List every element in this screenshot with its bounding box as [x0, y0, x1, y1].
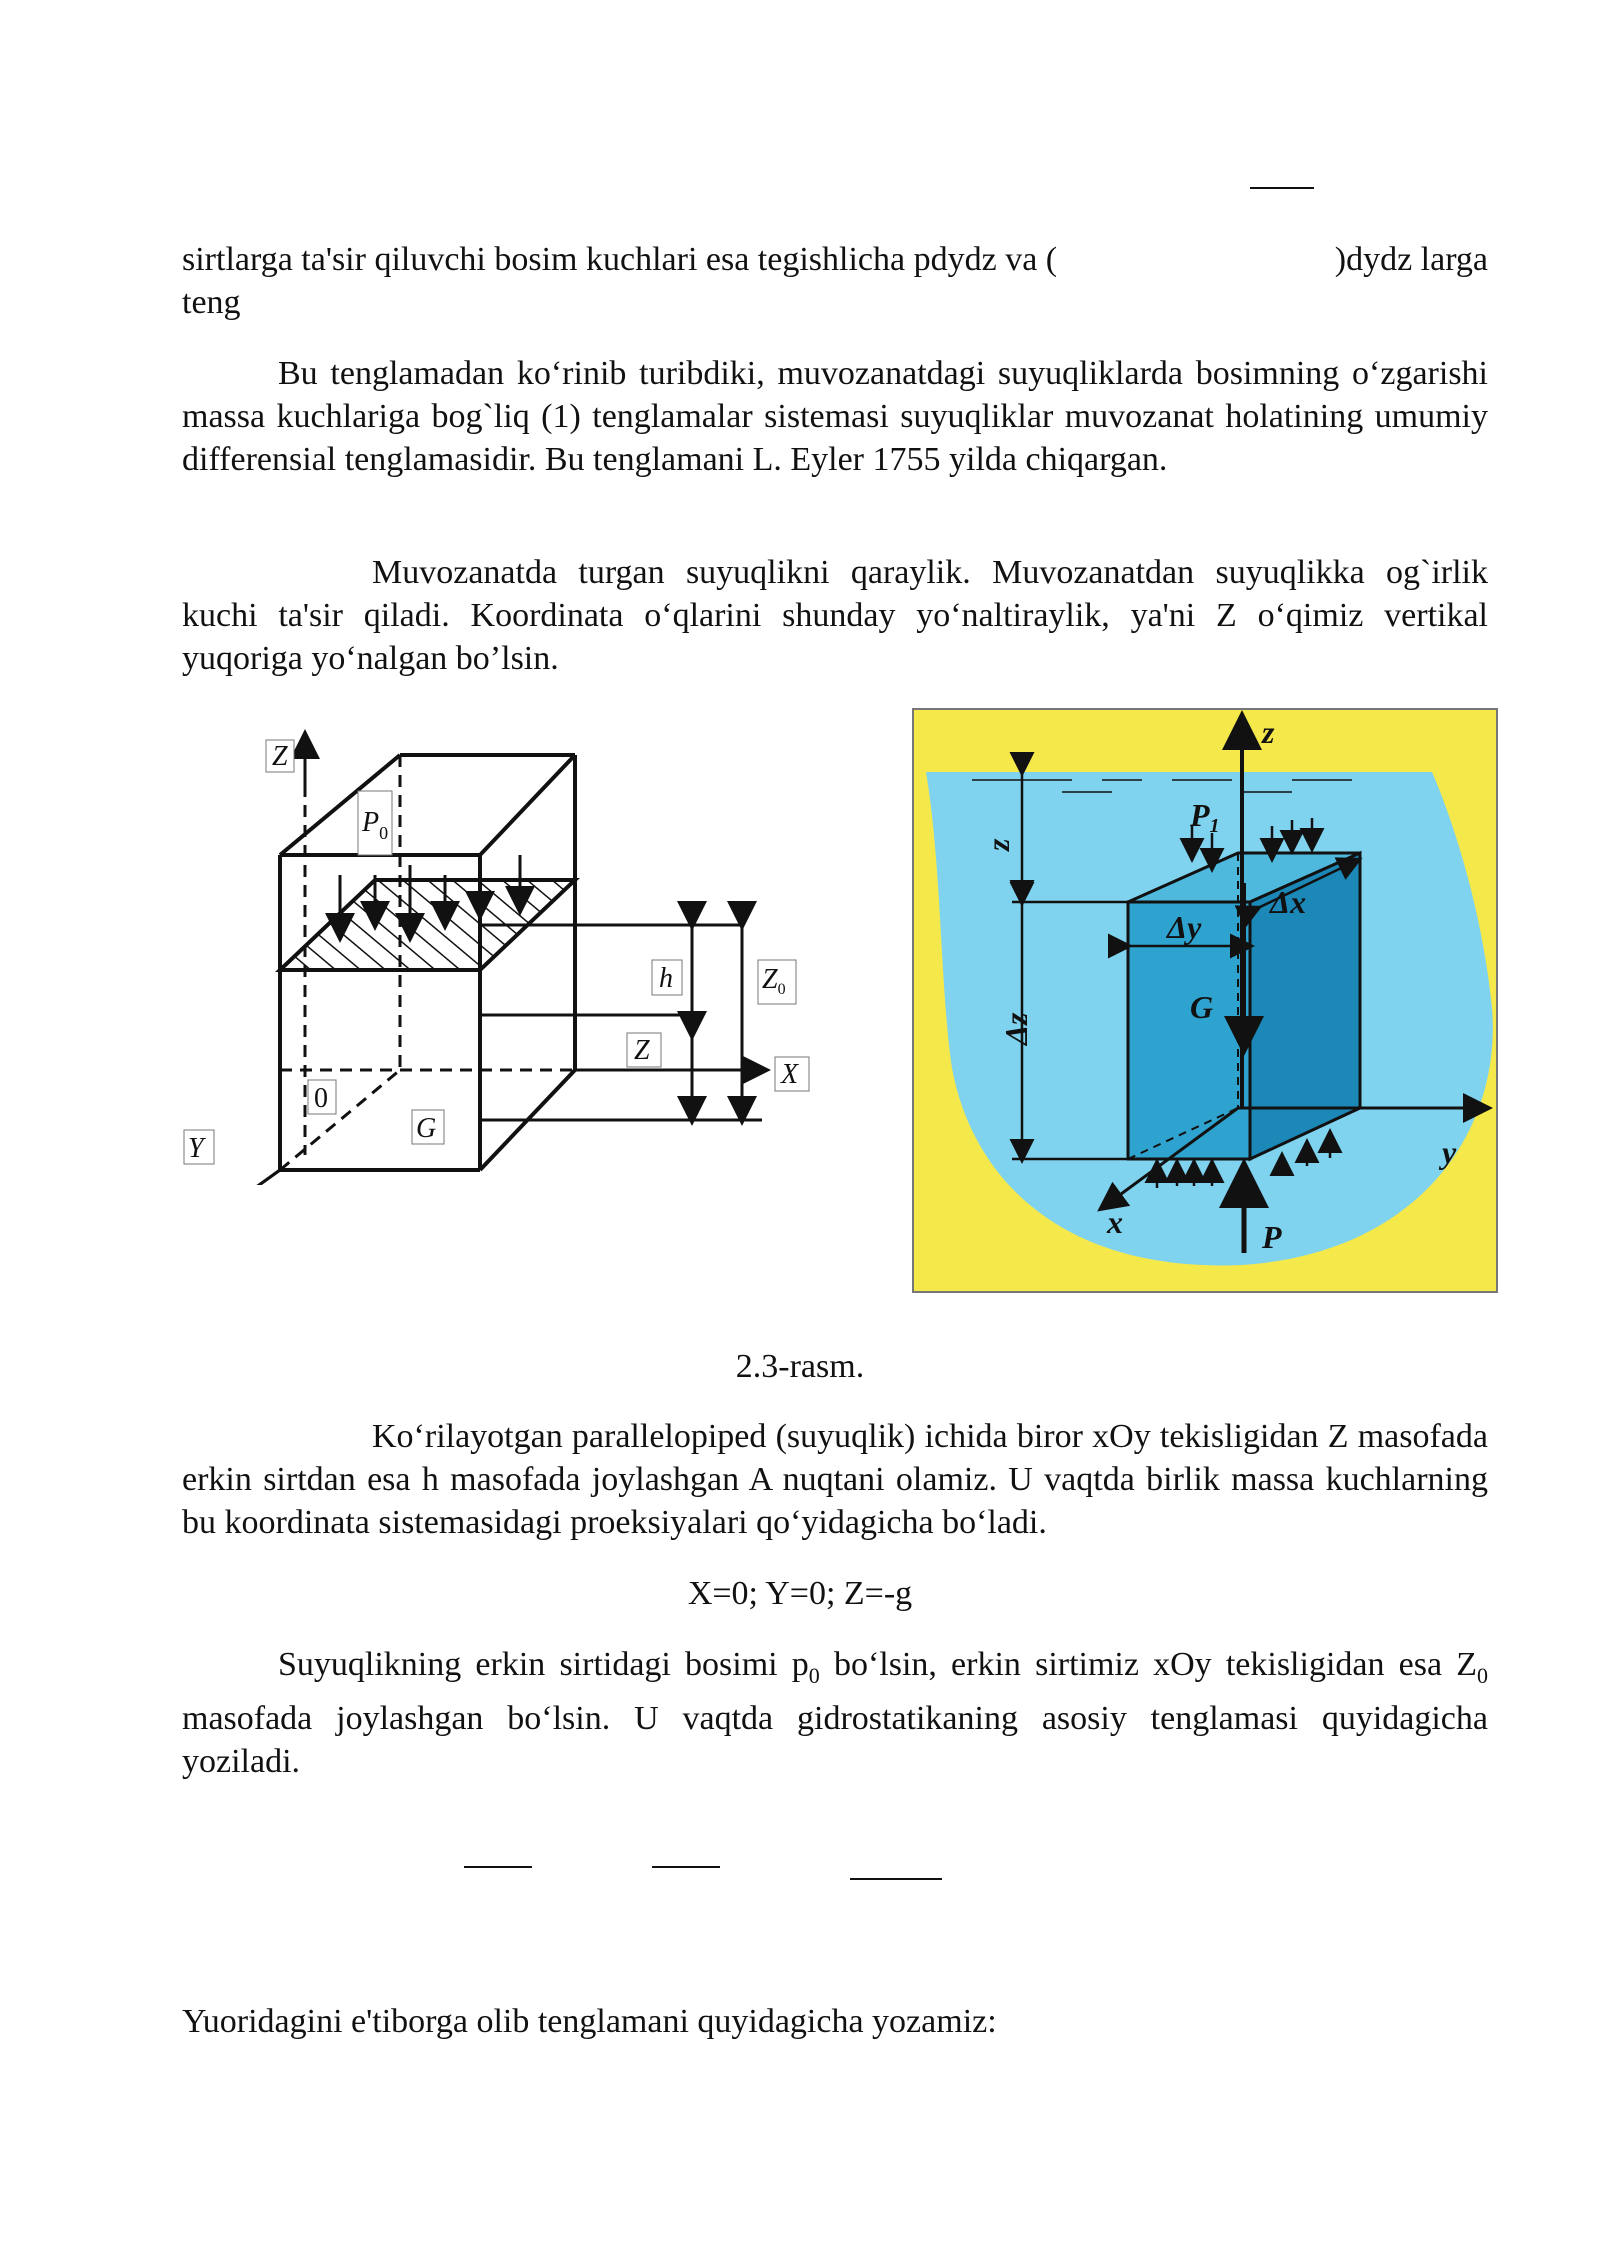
equation-projections: X=0; Y=0; Z=-g [687, 1575, 913, 1612]
paragraph-2: Bu tenglamadan ko‘rinib turibdiki, muvozanatdagi suyuqliklarda bosimning o‘zgarishi massa kuchlariga bog`liq (1) tenglamalar sistemasi suyuqliklar muvozanat holatining umumiy differensial tenglamasidir. Bu tenglamani L. Eyler 1755 yilda chiqargan. [182, 355, 1488, 478]
fraction-bar-1 [464, 1866, 532, 1868]
label-y-axis-right: y [1442, 1134, 1457, 1170]
paragraph-5: Suyuqlikning erkin sirtidagi bosimi $p_0$ bo‘lsin, erkin sirtimiz xOy tekisligidan esa $Z_0$ masofada joylashgan bo‘lsin. U vaqtda gidrostatikaning asosiy tenglamasi quyidagicha yoziladi. [182, 1646, 1489, 1780]
label-delta-x: Δx [1270, 884, 1307, 920]
label-delta-y: Δy [1167, 909, 1202, 945]
fraction-bar-2 [652, 1866, 720, 1868]
label-y-axis: Y [188, 1133, 204, 1164]
label-x-axis: X [781, 1059, 799, 1090]
label-origin: 0 [314, 1083, 328, 1114]
figure-right-diagram [912, 708, 1498, 1293]
paragraph-4: Ko‘rilayotgan parallelopiped (suyuqlik) ichida biror xOy tekisligidan Z masofada erkin sirtdan esa h masofada joylashgan A nuqtani olamiz. U vaqtda birlik massa kuchlarning bu koordinata sistemasidagi proeksiyalari qo‘yidagicha bo‘ladi. [182, 1418, 1488, 1541]
label-g-right: G [1190, 989, 1214, 1025]
label-g: G [416, 1113, 437, 1144]
paragraph-1-cont: teng [182, 284, 241, 321]
top-fraction-bar [1250, 187, 1314, 189]
paragraph-1-end: )dydz larga [1334, 241, 1488, 278]
label-delta-z: Δz [998, 1012, 1034, 1045]
paragraph-3: Muvozanatda turgan suyuqlikni qaraylik. Muvozanatdan suyuqlikka og`irlik kuchi ta'sir qiladi. Koordinata o‘qlarini shunday yo‘naltiraylik, ya'ni Z o‘qimiz vertikal yuqoriga yo‘nalgan bo’lsin. [182, 554, 1488, 677]
label-p1: P1 [1190, 797, 1220, 837]
paragraph-1-start: sirtlarga ta'sir qiluvchi bosim kuchlari esa tegishlicha pdydz va ( [182, 241, 1058, 278]
label-p-bottom: P [1262, 1219, 1282, 1255]
label-z-axis: Z [272, 741, 288, 772]
label-x-axis-right: x [1107, 1204, 1123, 1240]
label-z-depth: z [980, 838, 1016, 851]
label-p0: $P_0$ [362, 807, 389, 843]
label-z-height: Z [634, 1035, 650, 1066]
fraction-bar-3 [850, 1878, 942, 1880]
label-h: h [659, 963, 673, 994]
figure-left-diagram [180, 715, 830, 1185]
label-z-axis-right: z [1262, 714, 1275, 750]
label-z0: $Z_0$ [762, 964, 786, 998]
paragraph-6: Yuoridagini e'tiborga olib tenglamani quyidagicha yozamiz: [182, 2003, 997, 2040]
figure-caption: 2.3-rasm. [735, 1348, 865, 1385]
